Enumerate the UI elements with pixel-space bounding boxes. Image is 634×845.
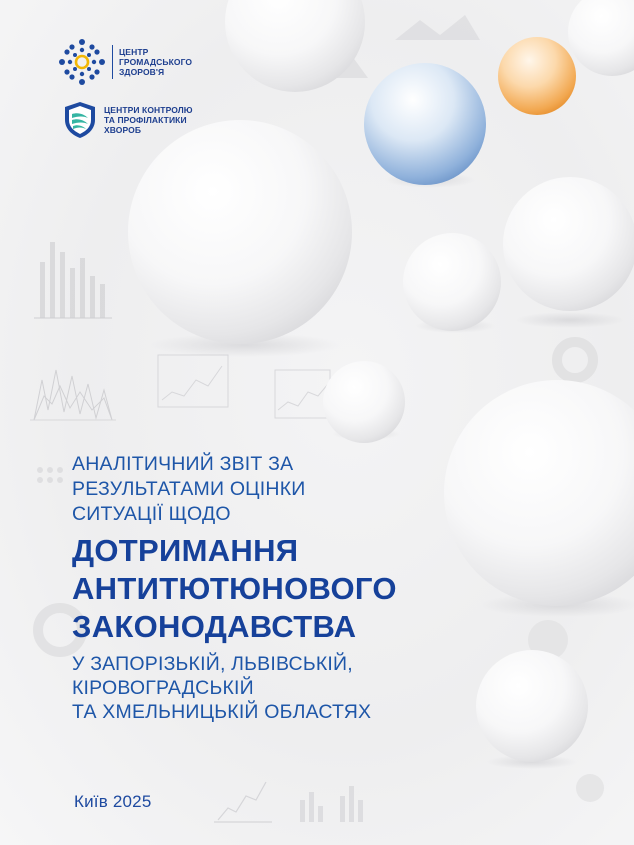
regions-line: ТА ХМЕЛЬНИЦЬКІЙ ОБЛАСТЯХ (72, 701, 372, 723)
disease-control-logo-text (104, 105, 193, 135)
faint-bar-chart-left (40, 242, 105, 318)
regions-line: У ЗАПОРІЗЬКІЙ, ЛЬВІВСЬКІЙ, (72, 653, 353, 675)
publication-place-year: Київ 2025 (74, 792, 152, 811)
faint-dot-grid (37, 467, 63, 483)
disease-control-logo (62, 100, 193, 140)
subtitle-line: АНАЛІТИЧНИЙ ЗВІТ ЗА (72, 453, 294, 475)
regions-line: КІРОВОГРАДСЬКІЙ (72, 677, 254, 699)
headline-line: ЗАКОНОДАВСТВА (72, 609, 357, 644)
sphere-orange (498, 37, 576, 115)
sphere-large-left (128, 120, 352, 344)
sphere-top-far-right (568, 0, 634, 76)
report-subtitle-top (72, 452, 512, 527)
headline-line: АНТИТЮТЮНОВОГО (72, 571, 397, 606)
faint-chart-center (158, 355, 330, 418)
report-title-block (72, 452, 512, 724)
report-headline (72, 532, 512, 646)
sphere-small-center (403, 233, 501, 331)
public-health-center-logo-icon (58, 38, 106, 86)
headline-line: ДОТРИМАННЯ (72, 533, 299, 568)
subtitle-line: СИТУАЦІЇ ЩОДО (72, 503, 231, 525)
logo-line: ЦЕНТРИ КОНТРОЛЮ (104, 105, 193, 115)
sphere-top-left (225, 0, 365, 92)
logo-line: ЗДОРОВ'Я (119, 67, 165, 77)
public-health-center-logo (58, 38, 192, 86)
sphere-blue (364, 63, 486, 185)
disease-control-shield-logo-icon (62, 100, 98, 140)
sphere-right-mid (503, 177, 634, 311)
logo-line: ТА ПРОФІЛАКТИКИ (104, 115, 187, 125)
sphere-small-left (323, 361, 405, 443)
logo-line: ХВОРОБ (104, 125, 142, 135)
logo-line: ГРОМАДСЬКОГО (119, 57, 193, 67)
logo-divider (112, 45, 113, 79)
logo-line: ЦЕНТР (119, 47, 149, 57)
report-subtitle-regions (72, 652, 512, 724)
faint-bottom-charts (214, 782, 272, 822)
public-health-center-logo-text (119, 47, 192, 77)
subtitle-line: РЕЗУЛЬТАТАМИ ОЦІНКИ (72, 478, 306, 500)
faint-line-chart-left (30, 370, 116, 420)
